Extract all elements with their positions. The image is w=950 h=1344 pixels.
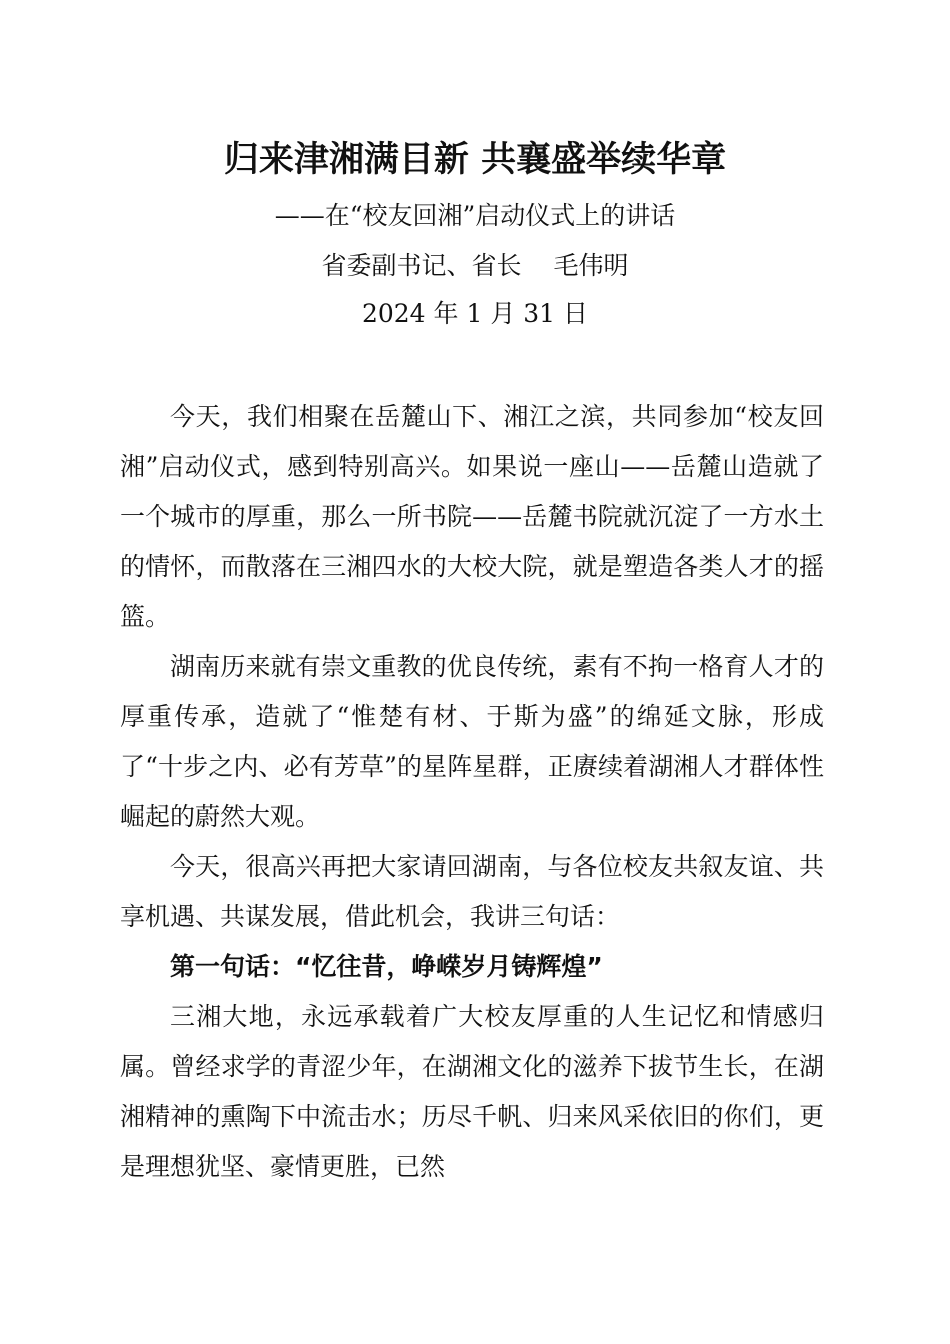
author-position: 省委副书记、省长 — [321, 251, 522, 280]
paragraph: 三湘大地，永远承载着广大校友厚重的人生记忆和情感归属。曾经求学的青涩少年，在湖湘文化的滋养下拔节生长，在湖湘精神的熏陶下中流击水；历尽千帆、归来风采依旧的你们，更是理想犹坚、豪情更胜，已然 — [120, 1002, 824, 1181]
document-date: 2024 年 1 月 31 日 — [361, 299, 589, 328]
document-subtitle: ——在“校友回湘”启动仪式上的讲话 — [274, 201, 676, 230]
paragraph: 今天，我们相聚在岳麓山下、湘江之滨，共同参加“校友回湘”启动仪式，感到特别高兴。如果说一座山——岳麓山造就了一个城市的厚重，那么一所书院——岳麓书院就沉淀了一方水土的情怀，而散落在三湘四水的大校大院，就是塑造各类人才的摇篮。 — [120, 402, 824, 631]
document-body — [120, 392, 824, 1192]
section-heading: 第一句话：“忆往昔，峥嵘岁月铸辉煌” — [170, 952, 603, 981]
paragraph: 今天，很高兴再把大家请回湖南，与各位校友共叙友谊、共享机遇、共谋发展，借此机会，我讲三句话： — [120, 852, 824, 931]
paragraph: 湖南历来就有崇文重教的优良传统，素有不拘一格育人才的厚重传承，造就了“惟楚有材、于斯为盛”的绵延文脉，形成了“十步之内、必有芳草”的星阵星群，正赓续着湖湘人才群体性崛起的蔚然大观。 — [120, 652, 824, 831]
author-line — [0, 246, 950, 286]
document-title: 归来津湘满目新 共襄盛举续华章 — [223, 140, 727, 180]
author-name: 毛伟明 — [553, 251, 629, 280]
